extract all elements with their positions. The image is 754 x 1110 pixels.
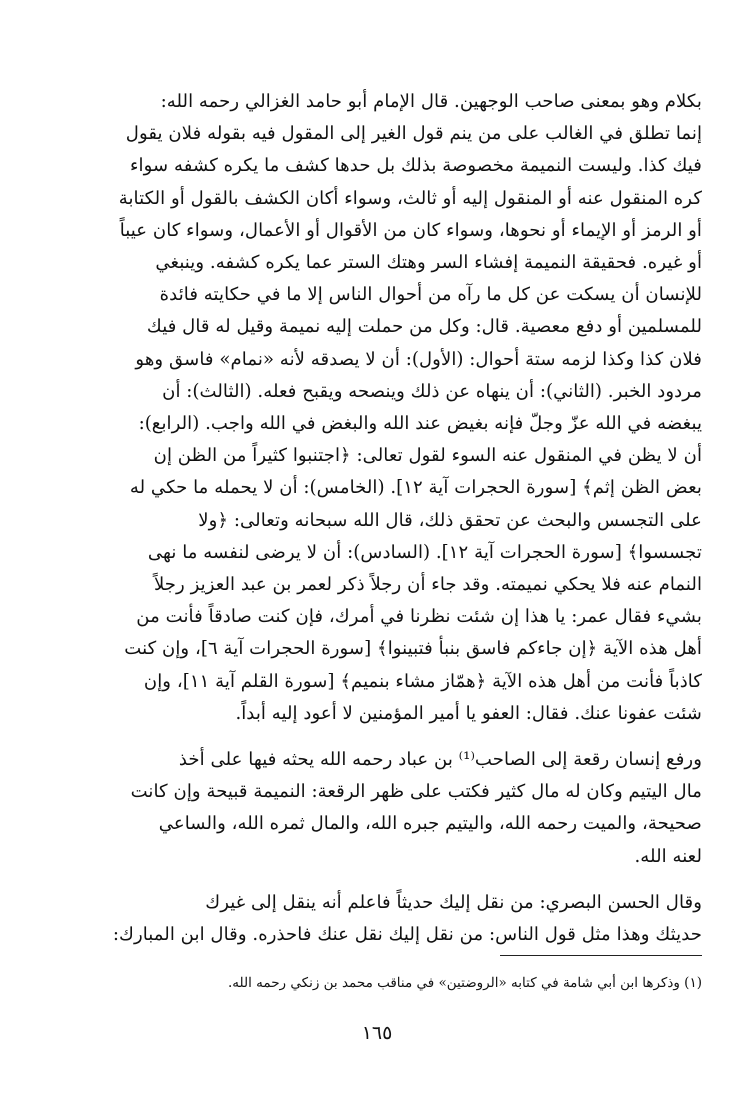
text-line: تجسسوا﴾ [سورة الحجرات آية ١٢]. (السادس): أن لا يرضى لنفسه ما نهى <box>147 541 702 563</box>
text-line: أهل هذه الآية ﴿إن جاءكم فاسق بنبأ فتبينوا﴾ [سورة الحجرات آية ٦]، وإن كنت <box>124 638 702 660</box>
text-line: إنما تطلق في الغالب على من ينم قول الغير إلى المقول فيه بقوله فلان يقول <box>125 123 702 145</box>
text-line: وقال الحسن البصري: من نقل إليك حديثاً فاعلم أنه ينقل إلى غيرك <box>205 891 702 913</box>
text-line: للإنسان أن يسكت عن كل ما رآه من أحوال الناس إلا ما في حكايته فائدة <box>159 284 702 306</box>
text-line: شئت عفونا عنك. فقال: العفو يا أمير المؤمنين لا أعود إليه أبداً. <box>235 702 702 724</box>
text-line: أو غيره. فحقيقة النميمة إفشاء السر وهتك الستر عما يكره كشفه. وينبغي <box>155 252 702 274</box>
text-line: على التجسس والبحث عن تحقق ذلك، قال الله سبحانه وتعالى: ﴿ولا <box>198 509 702 531</box>
text-line: لعنه الله. <box>634 845 702 867</box>
text-line: أو الرمز أو الإيماء أو نحوها، وسواء كان من الأقوال أو الأعمال، وسواء كان عيباً <box>119 219 702 241</box>
text-line: ورفع إنسان رقعة إلى الصاحب⁽¹⁾ بن عباد رحمه الله يحثه فيها على أخذ <box>178 749 702 771</box>
footnote: (١) وذكرها ابن أبي شامة في كتابه «الروضتين» في مناقب محمد بن زنكي رحمه الله. <box>228 975 702 991</box>
text-line: للمسلمين أو دفع معصية. قال: وكل من حملت إليه نميمة وقيل له قال فيك <box>146 316 702 338</box>
paragraph-2 <box>82 744 702 873</box>
text-line: كره المنقول عنه أو المنقول إليه أو ثالث، وسواء أكان الكشف بالقول أو الكتابة <box>118 187 702 209</box>
text-line: مال اليتيم وكان له مال كثير فكتب على ظهر الرقعة: النميمة قبيحة وإن كانت <box>130 781 702 803</box>
text-line: صحيحة، والميت رحمه الله، واليتيم جبره الله، والمال ثمره الله، والساعي <box>158 813 702 835</box>
page-number: ١٦٥ <box>361 1022 393 1044</box>
text-line: بكلام وهو بمعنى صاحب الوجهين. قال الإمام أبو حامد الغزالي رحمه الله: <box>160 91 702 112</box>
footnote-divider <box>500 955 702 956</box>
text-line: بعض الظن إثم﴾ [سورة الحجرات آية ١٢]. (الخامس): أن لا يحمله ما حكي له <box>129 477 702 499</box>
text-line: مردود الخبر. (الثاني): أن ينهاه عن ذلك وينصحه ويقبح فعله. (الثالث): أن <box>162 380 702 402</box>
paragraph-1 <box>82 86 702 730</box>
text-line: يبغضه في الله عزّ وجلّ فإنه بغيض عند الله والبغض في الله واجب. (الرابع): <box>138 413 702 435</box>
text-line: حديثك وهذا مثل قول الناس: من نقل إليك نقل عنك فاحذره. وقال ابن المبارك: <box>112 924 702 946</box>
paragraph-3 <box>82 887 702 951</box>
text-line: كاذباً فأنت من أهل هذه الآية ﴿همّاز مشاء بنميم﴾ [سورة القلم آية ١١]، وإن <box>143 670 702 692</box>
text-line: النمام عنه فلا يحكي نميمته. وقد جاء أن رجلاً ذكر لعمر بن عبد العزيز رجلاً <box>153 574 702 596</box>
page-body <box>82 86 702 951</box>
text-line: فلان كذا وكذا لزمه ستة أحوال: (الأول): أن لا يصدقه لأنه «نمام» فاسق وهو <box>135 348 702 370</box>
text-line: بشيء فقال عمر: يا هذا إن شئت نظرنا في أمرك، فإن كنت صادقاً فأنت من <box>136 606 702 628</box>
text-line: أن لا يظن في المنقول عنه السوء لقول تعالى: ﴿اجتنبوا كثيراً من الظن إن <box>153 445 702 467</box>
text-line: فيك كذا. وليست النميمة مخصوصة بذلك بل حدها كشف ما يكره كشفه سواء <box>130 155 702 177</box>
